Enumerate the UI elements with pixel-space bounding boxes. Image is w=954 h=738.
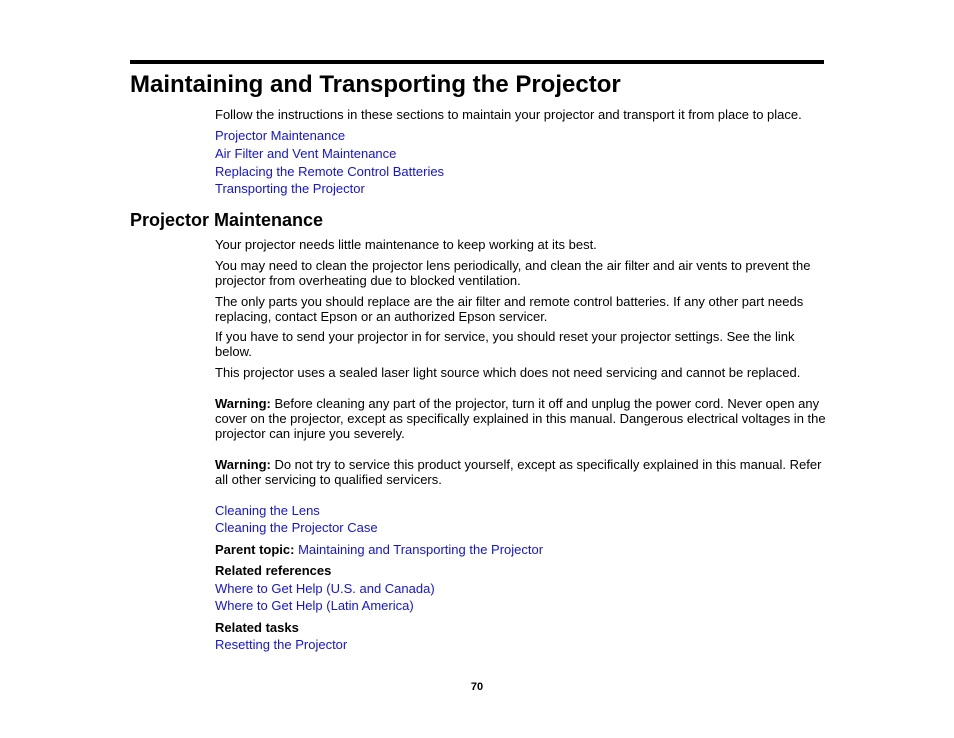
related-tasks-label: Related tasks — [215, 620, 299, 635]
paragraph-2: You may need to clean the projector lens periodically, and clean the air filter and air vents to prevent the projector from overheating due to blocked ventilation. — [215, 258, 811, 288]
page-number: 70 — [470, 681, 484, 693]
link-cleaning-lens[interactable]: Cleaning the Lens — [215, 503, 320, 518]
link-help-us-canada[interactable]: Where to Get Help (U.S. and Canada) — [215, 581, 435, 596]
parent-topic — [215, 542, 825, 557]
link-resetting-projector[interactable]: Resetting the Projector — [215, 637, 348, 652]
warning-2 — [215, 457, 825, 487]
warning-label: Warning: — [215, 396, 271, 411]
toc-link-air-filter[interactable]: Air Filter and Vent Maintenance — [215, 146, 397, 161]
paragraph-5: This projector uses a sealed laser light source which does not need servicing and cannot be replaced. — [215, 365, 801, 380]
page-title: Maintaining and Transporting the Projector — [130, 71, 621, 98]
warning-1 — [215, 396, 827, 441]
toc-link-remote-batteries[interactable]: Replacing the Remote Control Batteries — [215, 164, 445, 179]
intro-text: Follow the instructions in these sections to maintain your projector and transport it from place to place. — [215, 107, 802, 122]
toc-link-transporting[interactable]: Transporting the Projector — [215, 181, 365, 196]
top-rule — [130, 60, 824, 64]
paragraph-4: If you have to send your projector in for service, you should reset your projector settings. See the link below. — [215, 329, 795, 359]
toc-link-projector-maintenance[interactable]: Projector Maintenance — [215, 128, 346, 143]
link-parent-topic[interactable]: Maintaining and Transporting the Projector — [298, 542, 544, 557]
parent-topic-label: Parent topic: — [215, 542, 295, 557]
link-help-latin-america[interactable]: Where to Get Help (Latin America) — [215, 598, 414, 613]
paragraph-1: Your projector needs little maintenance to keep working at its best. — [215, 237, 597, 252]
warning-label: Warning: — [215, 457, 271, 472]
link-cleaning-case[interactable]: Cleaning the Projector Case — [215, 520, 378, 535]
related-references-label: Related references — [215, 563, 332, 578]
section-heading: Projector Maintenance — [130, 210, 324, 230]
warning-text: Do not try to service this product yourself, except as specifically explained in this manual. Refer all other servicing to qualified servicers. — [215, 457, 822, 487]
warning-text: Before cleaning any part of the projector, turn it off and unplug the power cord. Never open any cover on the projector, except as specifically explained in this manual. Dangerous electrical voltages in the projector can injure you severely. — [215, 396, 826, 441]
paragraph-3: The only parts you should replace are the air filter and remote control batteries. If any other part needs replacing, contact Epson or an authorized Epson servicer. — [215, 294, 804, 324]
